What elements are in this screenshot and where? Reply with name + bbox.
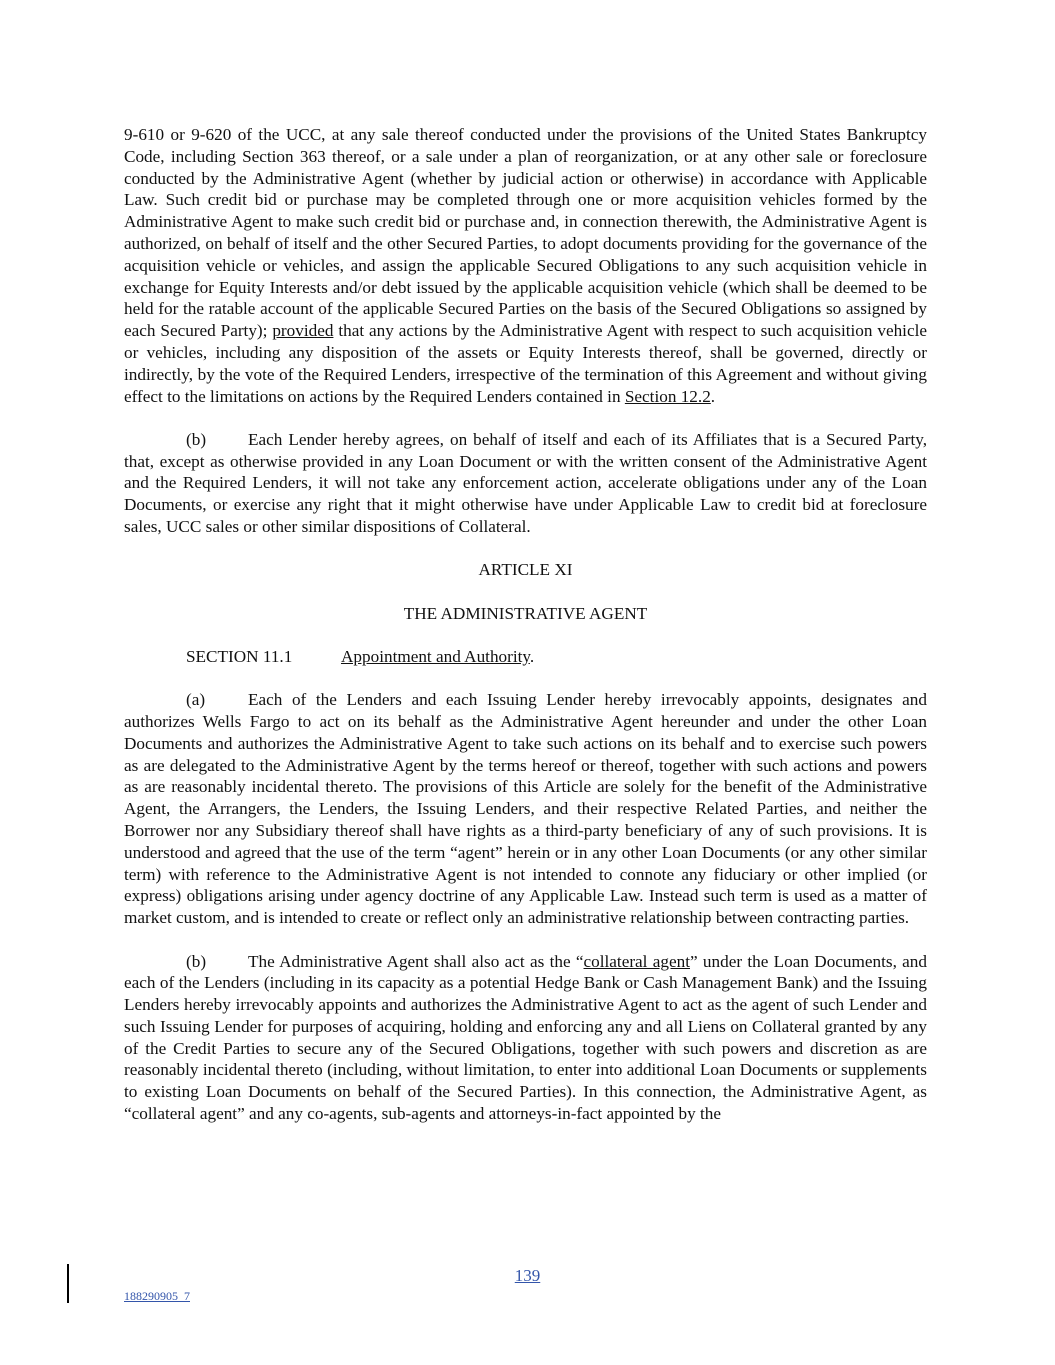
paragraph-a-appointment: [124, 689, 927, 929]
paragraph-text: Each Lender hereby agrees, on behalf of itself and each of its Affiliates that is a Secured Party, that, except as otherwise provided in any Loan Document or with the written consent of the Administrative Agent and the Required Lenders, it will not take any enforcement action, accelerate obligations under any of the Loan Documents, or exercise any right that it might otherwise have under Applicable Law to credit bid at foreclosure sales, UCC sales or other similar dispositions of Collateral.: [124, 429, 927, 537]
paragraph-text: 9-610 or 9-620 of the UCC, at any sale thereof conducted under the provisions of the United States Bankruptcy Code, including Section 363 thereof, or a sale under a plan of reorganization, or at any other sale or foreclosure conducted by the Administrative Agent (whether by judicial action or otherwise) in accordance with Applicable Law. Such credit bid or purchase may be completed through one or more acquisition vehicles formed by the Administrative Agent to make such credit bid or purchase and, in connection therewith, the Administrative Agent is authorized, on behalf of itself and the other Secured Parties, to adopt documents providing for the governance of the acquisition vehicle or vehicles, and assign the applicable Secured Obligations to any such acquisition vehicle in exchange for Equity Interests and/or debt issued by the applicable acquisition vehicle (which shall be deemed to be held for the ratable account of the applicable Secured Parties on the basis of the Secured Obligations so assigned by each Secured Party);: [124, 125, 927, 341]
section-heading: [124, 646, 927, 668]
section-number: SECTION 11.1: [186, 646, 293, 666]
provided-term: provided: [272, 321, 334, 341]
section-title-end: .: [529, 646, 535, 666]
paragraph-end: .: [710, 386, 716, 406]
document-body: [124, 124, 927, 1125]
article-title: ARTICLE XI: [478, 560, 573, 580]
paragraph-label: (b): [186, 429, 207, 449]
page-number[interactable]: 139: [514, 1266, 541, 1285]
collateral-agent-term: collateral agent: [583, 951, 690, 971]
article-subtitle: THE ADMINISTRATIVE AGENT: [403, 603, 648, 623]
section-reference: Section 12.2: [624, 386, 711, 406]
paragraph-text: The Administrative Agent shall also act as the “: [248, 951, 584, 971]
paragraph-text: ” under the Loan Documents, and each of the Lenders (including in its capacity as a potential Hedge Bank or Cash Management Bank) and the Issuing Lenders hereby irrevocably appoints and authorizes the Administrative Agent to act as the agent of such Lender and such Issuing Lender for purposes of acquiring, holding and enforcing any and all Liens on Collateral granted by any of the Credit Parties to secure any of the Secured Obligations, together with such powers and discretion as are reasonably incidental thereto (including, without limitation, to enter into additional Loan Documents or supplements to existing Loan Documents on behalf of the Secured Parties). In this connection, the Administrative Agent, as “collateral agent” and any co-agents, sub-agents and attorneys-in-fact appointed by the: [124, 951, 927, 1124]
section-title: Appointment and Authority: [341, 646, 530, 666]
paragraph-text: that any actions by the Administrative Agent with respect to such acquisition vehicle or vehicles, including any disposition of the assets or Equity Interests thereof, shall be governed, directly or indirectly, by the vote of the Required Lenders, irrespective of the termination of this Agreement and without giving effect to the limitations on actions by the Required Lenders contained in: [124, 321, 927, 406]
paragraph-b-collateral-agent: [124, 951, 927, 1125]
paragraph-label: (a): [186, 690, 206, 710]
paragraph-label: (b): [186, 951, 207, 971]
paragraph-continuation: [124, 124, 927, 407]
paragraph-b-lender-agreement: [124, 429, 927, 538]
document-id[interactable]: 188290905_7: [124, 1289, 190, 1303]
paragraph-text: Each of the Lenders and each Issuing Lender hereby irrevocably appoints, designates and authorizes Wells Fargo to act on its behalf as the Administrative Agent hereunder and under the other Loan Documents and authorizes the Administrative Agent to take such actions on its behalf and to exercise such powers as are delegated to the Administrative Agent by the terms hereof or thereof, together with such actions and powers as are reasonably incidental thereto. The provisions of this Article are solely for the benefit of the Administrative Agent, the Arrangers, the Lenders, the Issuing Lenders, and their respective Related Parties, and neither the Borrower nor any Subsidiary thereof shall have rights as a third-party beneficiary of any of such provisions. It is understood and agreed that the use of the term “agent” herein or in any other Loan Documents (or any other similar term) with reference to the Administrative Agent is not intended to connote any fiduciary or other implied (or express) obligations arising under agency doctrine of any Applicable Law. Instead such term is used as a matter of market custom, and is intended to create or reflect only an administrative relationship between contracting parties.: [124, 690, 927, 928]
